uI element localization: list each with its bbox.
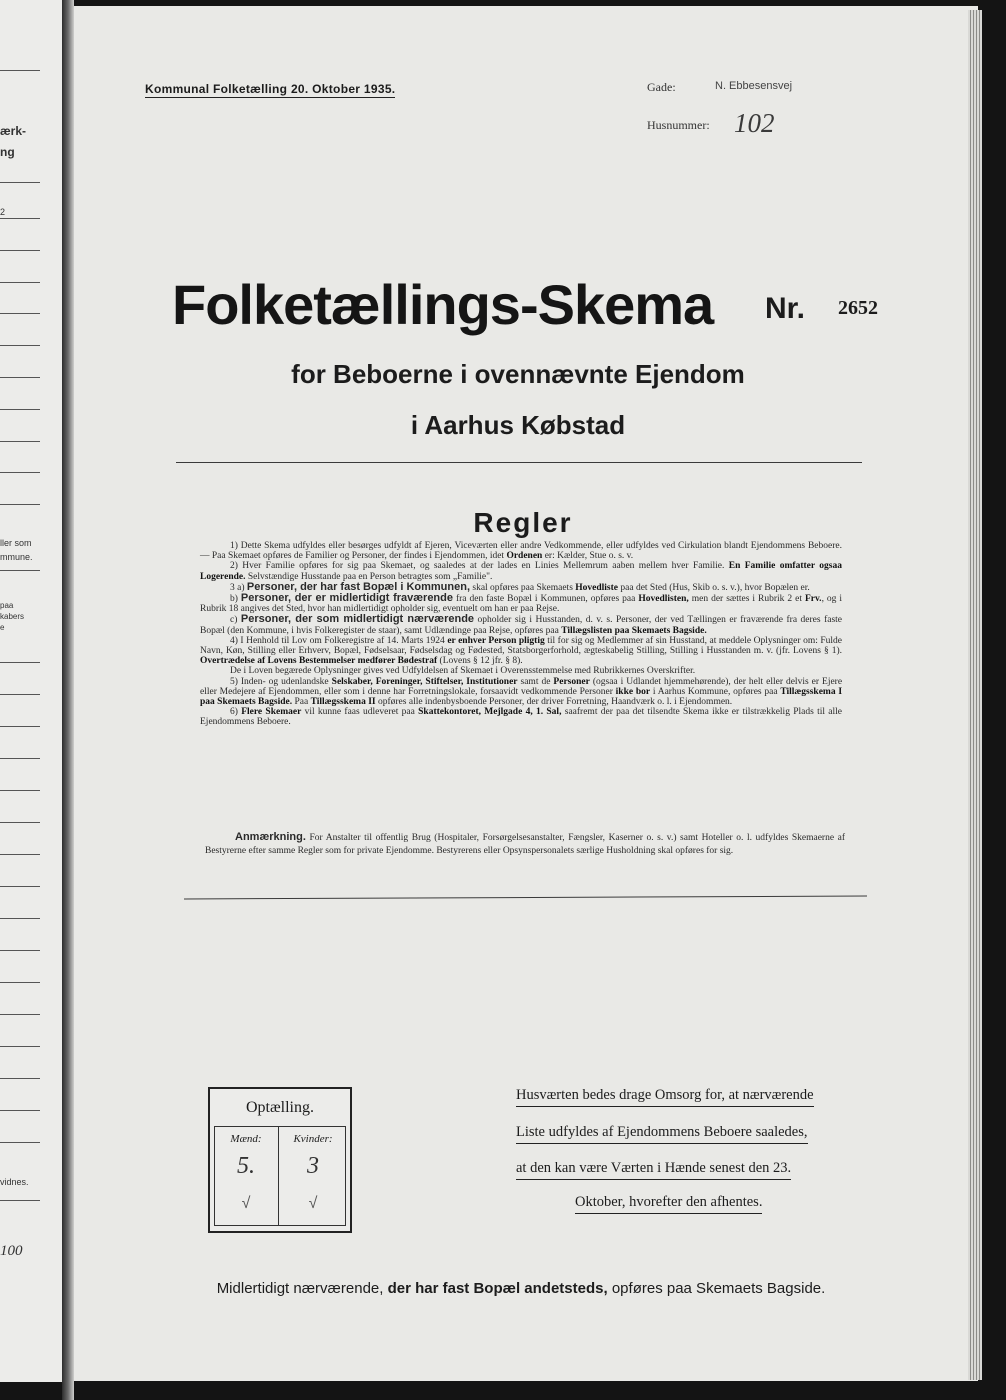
fragment-text: e xyxy=(0,623,5,632)
tally-men-value: 5. xyxy=(237,1153,255,1179)
rule-3b: b) Personer, der er midlertidigt fraværende fra den faste Bopæl i Kommunen, opføres paa Hovedlisten, men der sættes i Rubrik 2 et Frv., og i Rubrik 18 angives det Sted, hvor han midlertidigt opholder sig, eventuelt om han er paa Rejse. xyxy=(200,592,843,615)
rule-3a: 3 a) Personer, der har fast Bopæl i Kommunen, skal opføres paa Skemaets Hovedliste paa det Sted (Hus, Skib o. s. v.), hvor Bopælen er. xyxy=(230,580,810,593)
form-subtitle-city: i Aarhus Købstad xyxy=(410,410,626,440)
page-edge-stack xyxy=(968,10,982,1380)
form-subtitle: for Beboerne i ovennævnte Ejendom xyxy=(291,359,745,389)
check-mark-icon: √ xyxy=(241,1195,251,1212)
form-number-value: 2652 xyxy=(838,297,878,319)
house-number-value: 102 xyxy=(734,108,775,138)
tally-men-label: Mænd: xyxy=(230,1133,262,1145)
form-title: Folketællings-Skema xyxy=(172,273,714,336)
fragment-text: kabers xyxy=(0,612,25,621)
note-label: Anmærkning. xyxy=(235,831,306,843)
street-value: N. Ebbesensvej xyxy=(715,80,793,92)
census-title: Kommunal Folketælling 20. Oktober 1935. xyxy=(145,82,396,96)
tally-women-label: Kvinder: xyxy=(293,1133,333,1145)
previous-page-fragment xyxy=(0,0,62,1382)
rules-heading: Regler xyxy=(473,507,573,538)
fragment-handwriting: 100 xyxy=(0,1243,23,1259)
fragment-text: ller som xyxy=(0,538,32,548)
house-number-label: Husnummer: xyxy=(647,118,710,132)
rule-1: 1) Dette Skema udfyldes eller besørges udfyldt af Ejeren, Viceværten eller andre Vedkommende, eller udfyldes ved Cirkulation blandt Ejendommens Beboere. — Paa Skemaet opføres de Familier og Personer, der findes i Ejendommen, idet Ordenen er: Kælder, Stue o. s. v. xyxy=(200,541,842,562)
rule-2: 2) Hver Familie opføres for sig paa Skemaet, og saaledes at der lades en Linies Mellemrum aaben mellem hver Familie. En Familie omfatter ogsaa Logerende. Selvstændige Husstande paa en Person betragtes som „Familie". xyxy=(200,561,842,582)
footer-text: opføres paa Skemaets Bagside. xyxy=(611,1280,826,1297)
fragment-text: mmune. xyxy=(0,552,33,562)
notice-line: at den kan være Værten i Hænde senest den 23. xyxy=(516,1160,791,1180)
fragment-text: ærk- xyxy=(0,124,27,138)
note-body: For Anstalter til offentlig Brug (Hospitaler, Forsørgelsesanstalter, Fængsler, Kaserner o. s. v.) samt Hoteller o. l. udfyldes Skemaerne af Bestyrerne efter samme Regler som for private Ejendomme. Bestyrerens eller Opsynspersonalets særlige Husholdning skal opføres for sig. xyxy=(205,833,846,856)
rules-text xyxy=(200,541,842,728)
rule-3c: c) Personer, der som midlertidigt nærværende opholder sig i Husstanden, d. v. s. Personer, der ved Tællingen er fraværende fra deres faste Bopæl (den Kommune, i hvis Folkeregister de staar), samt Udlændinge paa Rejse, opføres paa Tillægslisten paa Skemaets Bagside. xyxy=(200,613,843,636)
rule-4: 4) I Henhold til Lov om Folkeregistre af 14. Marts 1924 er enhver Person pligtig til for sig og Medlemmer af sin Husstand, at meddele Oplysninger om: Fulde Navn, Køn, Stilling eller Erhverv, Bopæl, Fødselsaar, Fødselsdag og Fødested, Statsborgerforhold, ægteskabelig Stilling, Stilling i Husstanden m. v. (jfr. Lovens § 1). Overtrædelse af Lovens Bestemmelser medfører Bødestraf (Lovens § 12 jfr. § 8). xyxy=(200,635,842,667)
rule-4b: De i Loven begærede Oplysninger gives ved Udfyldelsen af Skemaet i Overensstemmelse med Rubrikkernes Overskrifter. xyxy=(230,666,696,677)
form-number-label: Nr. xyxy=(765,292,806,325)
fragment-text: 2 xyxy=(0,207,6,217)
notice-line: Liste udfyldes af Ejendommens Beboere saaledes, xyxy=(516,1124,808,1144)
tally-box xyxy=(208,1087,352,1233)
fragment-text: paa xyxy=(0,601,14,610)
tally-women-value: 3 xyxy=(307,1153,319,1179)
street-label: Gade: xyxy=(647,80,676,94)
notice-line: Oktober, hvorefter den afhentes. xyxy=(575,1194,762,1214)
notice-line: Husværten bedes drage Omsorg for, at nærværende xyxy=(516,1087,814,1107)
check-mark-icon: √ xyxy=(308,1195,318,1212)
footer-bold-text: der har fast Bopæl andetsteds, xyxy=(387,1280,608,1297)
book-gutter xyxy=(62,0,74,1400)
fragment-text: ng xyxy=(0,145,15,159)
rule-6: 6) Flere Skemaer vil kunne faas udleveret paa Skattekontoret, Mejlgade 4, 1. Sal, saafremt der paa det tilsendte Skema ikke er tilstrækkelig Plads til alle Ejendommens Beboere. xyxy=(200,707,843,728)
divider xyxy=(176,462,862,463)
tally-title: Optælling. xyxy=(245,1099,314,1116)
note-text xyxy=(205,831,845,857)
rule-5: 5) Inden- og udenlandske Selskaber, Foreninger, Stiftelser, Institutioner samt de Personer (ogsaa i Udlandet hjemmehørende), der helt eller delvis er Ejere eller Medejere af Ejendommen, eller som i denne har Forretningslokale, forsaavidt vedkommende Personer ikke bor i Aarhus Kommune, opføres paa Tillægsskema I paa Skemaets Bagside. Paa Tillægsskema II opføres alle indenbysboende Personer, der driver Forretning, Haandværk o. l. i Ejendommen. xyxy=(200,676,843,708)
footer-text: Midlertidigt nærværende, xyxy=(216,1280,384,1297)
fragment-text: vidnes. xyxy=(0,1177,29,1187)
footer-note xyxy=(0,1280,1006,1297)
